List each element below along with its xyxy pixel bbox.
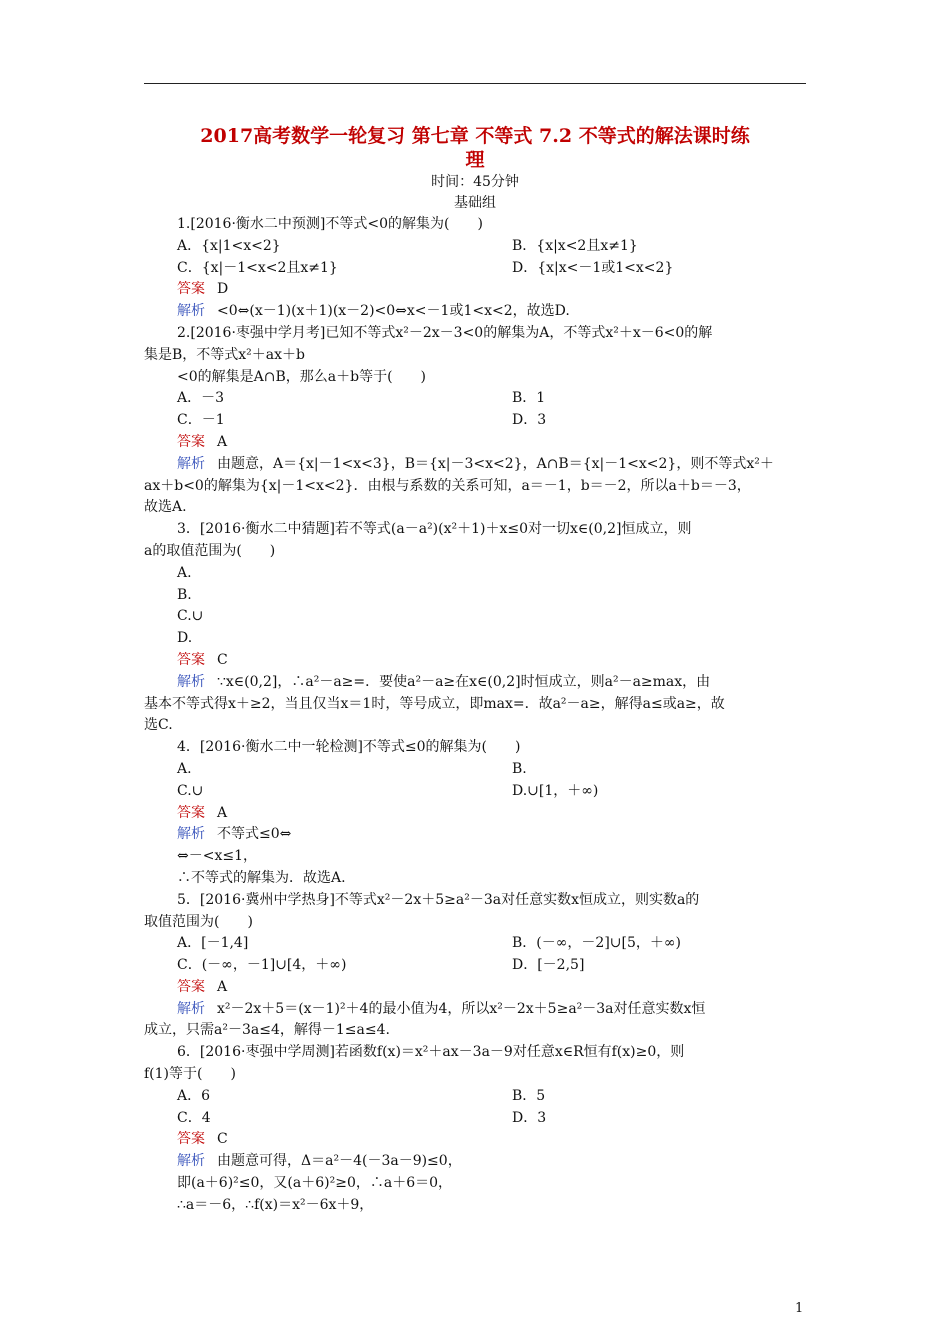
q2-solution-line1 [144,454,806,476]
q5-stem-line1: 5．[2016·冀州中学热身]不等式x²－2x＋5≥a²－3a对任意实数x恒成立，则实数a的 [177,891,700,908]
q6-solution-line3: ∴a＝－6，∴f(x)＝x²－6x＋9， [177,1196,374,1213]
q3-option-b: B. [177,586,192,603]
solution-label: 解析 [177,1000,205,1017]
q5-answer-value: A [217,978,228,995]
q4-options-row1 [144,759,806,781]
q1-option-b: B．{x|x<2且x≠1} [512,237,638,254]
q2-solution-line3: 故选A. [144,499,187,516]
q3-solution-text1: ∵x∈(0,2]，∴a²－a≥=．要使a²－a≥在x∈(0,2]时恒成立，则a²－a≥max，由 [217,673,711,690]
q5-solution-text1: x²－2x＋5＝(x－1)²＋4的最小值为4，所以x²－2x＋5≥a²－3a对任意实数x恒 [217,1000,706,1017]
q5-solution-line2: 成立，只需a²－3a≤4，解得－1≤a≤4. [144,1022,390,1039]
question-list [144,214,806,1217]
q1-solution-text: <0⇔(x－1)(x＋1)(x－2)<0⇔x<－1或1<x<2，故选D. [217,303,570,320]
q2-solution-line2: ax＋b<0的解集为{x|－1<x<2}．由根与系数的关系可知，a＝－1，b＝－2，所以a＋b＝－3， [144,477,751,494]
q4-solution-line1 [144,824,806,846]
q6-option-b: B．5 [512,1087,546,1104]
page-number: 1 [795,1301,804,1316]
q4-options-row2 [144,781,806,803]
q1-option-a: A．{x|1<x<2} [177,237,281,254]
q6-solution-line1 [144,1151,806,1173]
q6-answer [144,1129,806,1151]
q4-option-b: B. [512,760,527,777]
time-limit: 时间：45分钟 [431,174,519,190]
q4-option-c: C.∪ [177,782,204,799]
q6-answer-value: C [217,1131,228,1148]
q3-solution-line1 [144,672,806,694]
q5-options-row2 [144,955,806,977]
q5-option-b: B．(－∞，－2]∪[5，＋∞) [512,935,682,952]
q2-stem-line3: <0的解集是A∩B，那么a＋b等于( ) [177,368,426,385]
q4-answer [144,803,806,825]
q1-answer-value: D [217,281,229,298]
q2-solution-text1: 由题意，A＝{x|－1<x<3}，B＝{x|－3<x<2}，A∩B＝{x|－1<x<2}，则不等式x²＋ [217,455,774,472]
q2-option-d: D．3 [512,412,547,429]
answer-label: 答案 [177,1131,205,1148]
q1-options-row1 [144,236,806,258]
q3-stem-line1: 3．[2016·衡水二中猜题]若不等式(a－a²)(x²＋1)＋x≤0对一切x∈(0,2]恒成立，则 [177,521,692,538]
answer-label: 答案 [177,281,205,298]
section-heading: 基础组 [454,195,496,211]
q3-solution-line2: 基本不等式得x＋≥2，当且仅当x＝1时，等号成立，即max=．故a²－a≥，解得a≤或a≥，故 [144,695,725,712]
q6-option-c: C．4 [177,1109,211,1126]
q4-solution-line2: ⇔－<x≤1， [177,848,257,865]
q3-solution-line3: 选C. [144,717,173,734]
q2-stem-line1: 2.[2016·枣强中学月考]已知不等式x²－2x－3<0的解集为A，不等式x²＋x－6<0的解 [177,324,713,341]
answer-label: 答案 [177,978,205,995]
q1-stem: 1.[2016·衡水二中预测]不等式<0的解集为( ) [177,216,483,232]
q6-options-row1 [144,1086,806,1108]
q2-option-a: A．－3 [177,390,225,407]
q5-answer [144,977,806,999]
q6-solution-text1: 由题意可得，Δ＝a²－4(－3a－9)≤0， [217,1153,462,1170]
q1-solution [144,301,806,323]
solution-label: 解析 [177,826,205,843]
solution-label: 解析 [177,303,205,320]
q2-options-row2 [144,410,806,432]
q3-option-c: C.∪ [177,608,204,625]
q6-options-row2 [144,1108,806,1130]
q5-option-a: A．[－1,4] [177,935,249,952]
q4-stem: 4．[2016·衡水二中一轮检测]不等式≤0的解集为( ) [177,739,521,756]
q6-stem-line1: 6．[2016·枣强中学周测]若函数f(x)＝x²＋ax－3a－9对任意x∈R恒有f(x)≥0，则 [177,1044,685,1061]
title-line-2: 理 [465,149,485,171]
q5-solution-line1 [144,999,806,1021]
q6-option-a: A．6 [177,1087,211,1104]
q5-option-d: D．[－2,5] [512,957,585,974]
q4-solution-text1: 不等式≤0⇔ [217,826,292,843]
q2-answer-value: A [217,433,228,450]
q1-answer [144,279,806,301]
q2-options-row1 [144,388,806,410]
q2-stem-line2: 集是B，不等式x²＋ax＋b [144,346,305,363]
q5-options-row1 [144,933,806,955]
title-line-1: 2017高考数学一轮复习 第七章 不等式 7.2 不等式的解法课时练 [200,125,750,147]
q2-option-c: C．－1 [177,412,225,429]
solution-label: 解析 [177,455,205,472]
q4-option-a: A. [177,760,192,777]
document-title [144,124,806,172]
q6-option-d: D．3 [512,1109,547,1126]
q3-answer-value: C [217,651,228,668]
q3-option-a: A. [177,564,192,581]
q6-solution-line2: 即(a＋6)²≤0，又(a＋6)²≥0，∴a＋6＝0， [177,1175,453,1192]
q1-option-c: C．{x|－1<x<2且x≠1} [177,259,338,276]
q1-options-row2 [144,258,806,280]
answer-label: 答案 [177,433,205,450]
q1-option-d: D．{x|x<－1或1<x<2} [512,259,674,276]
answer-label: 答案 [177,651,205,668]
q4-answer-value: A [217,804,228,821]
q2-option-b: B．1 [512,390,546,407]
q2-answer [144,432,806,454]
solution-label: 解析 [177,1153,205,1170]
q4-option-d: D.∪[1，＋∞) [512,782,599,799]
q3-option-d: D. [177,630,193,647]
q3-answer [144,650,806,672]
header-rule [144,83,806,84]
q5-stem-line2: 取值范围为( ) [144,913,253,930]
solution-label: 解析 [177,673,205,690]
q4-solution-line3: ∴不等式的解集为．故选A. [177,869,346,886]
q3-stem-line2: a的取值范围为( ) [144,542,276,559]
q6-stem-line2: f(1)等于( ) [144,1066,236,1083]
q5-option-c: C．(－∞，－1]∪[4，＋∞) [177,957,347,974]
answer-label: 答案 [177,804,205,821]
